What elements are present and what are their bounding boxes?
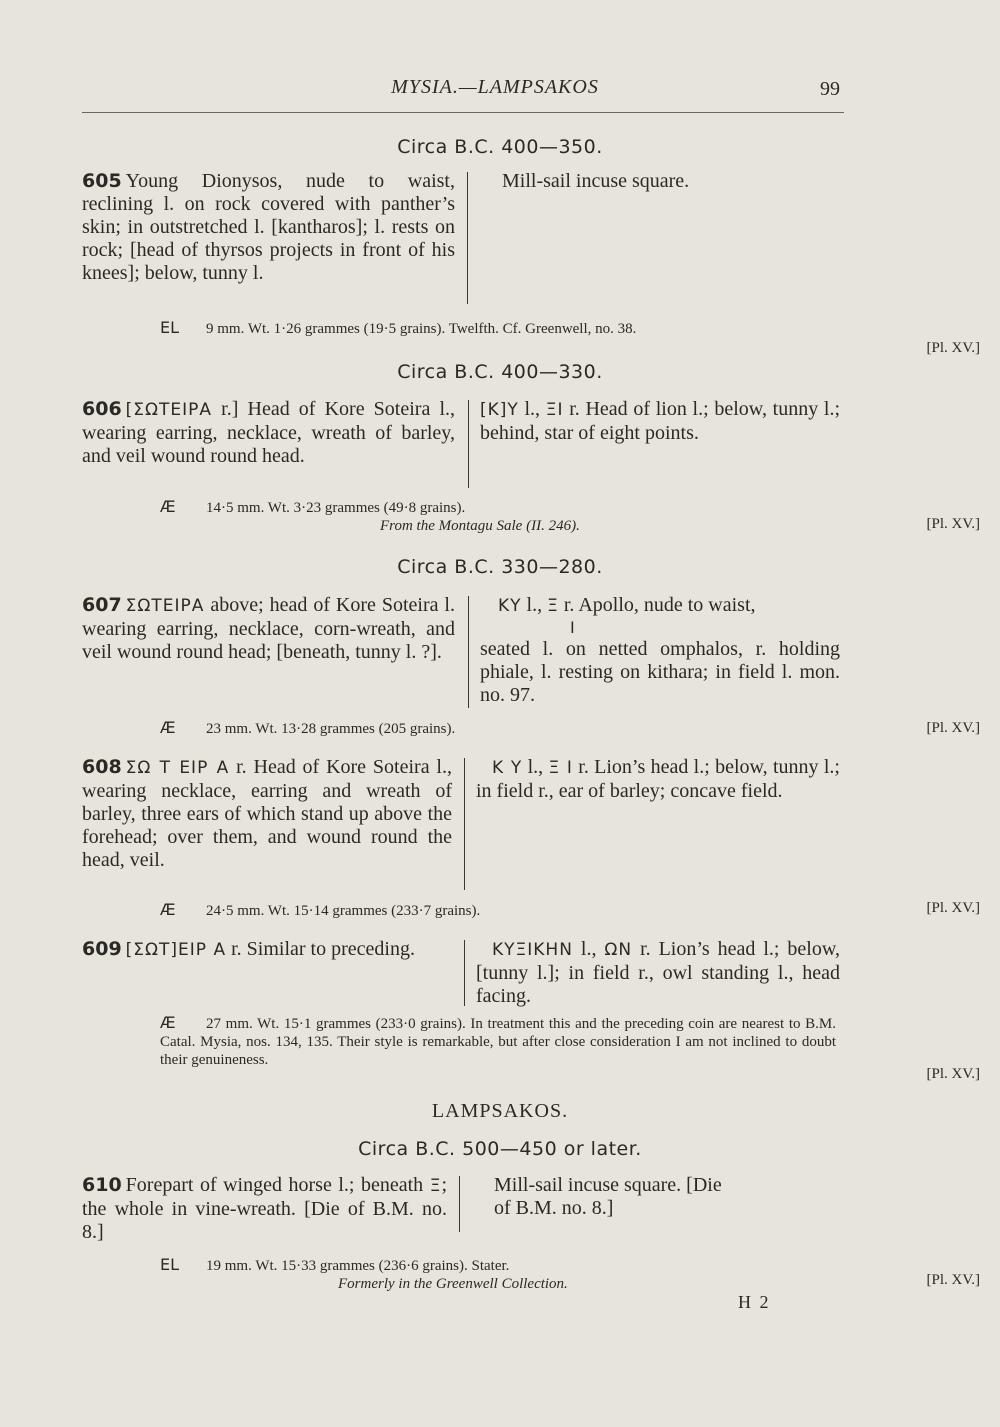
obverse-legend: [ΣΩΤ]ΕΙΡ Α [125,940,227,960]
obverse-text: r. Head of Kore Soteira l., wearing necklace, earring and wreath of barley, three ears of which stand up above the forehead; over them, and wound round the head, veil. [82,756,452,871]
obverse-text: above; head of Kore Soteira l. wearing earring, necklace, corn-wreath, and veil wound round head; [beneath, tunny l. ?]. [82,594,455,663]
column-divider [468,596,469,708]
reverse-text: r. Lion’s head l.; below, [tunny l.]; in field r., owl standing l., head facing. [476,938,840,1007]
coin-entry-607 [82,594,842,710]
reverse-description: Mill-sail incuse square. [502,170,690,192]
column-divider [464,940,465,1006]
metal-mark: Æ [160,497,176,516]
obverse-description [82,594,455,664]
reverse-text: r. Head of lion l.; below, tunny l.; behind, star of eight points. [480,398,841,444]
coin-metadata-610 [160,1256,840,1293]
column-divider [464,758,465,890]
obverse-text: ; the whole in vine-wreath. [Die of B.M. no. 8.] [82,1174,447,1243]
reverse-text: r. Apollo, nude to waist, [558,594,756,616]
metal-mark: EL [160,318,180,337]
page-number: 99 [820,78,840,100]
reverse-legend: Ξ Ι [548,758,573,778]
coin-metadata-608 [160,901,840,920]
obverse-description [82,1174,447,1244]
provenance: Formerly in the Greenwell Collection. [338,1276,568,1292]
obverse-description [82,938,455,962]
entry-number: 607 [82,594,122,616]
reverse-legend: ΞΙ [545,400,564,420]
coin-metadata-607 [160,719,840,738]
obverse-text: Forepart of winged horse l.; beneath [125,1174,430,1196]
signature-mark: H 2 [738,1292,771,1312]
header-rule [82,112,844,113]
metal-mark: Æ [160,718,176,737]
obverse-text: r. Similar to preceding. [226,938,415,960]
weight-details: 23 mm. Wt. 13·28 grammes (205 grains). [206,721,456,737]
plate-reference: [Pl. XV.] [926,720,980,736]
obverse-text: Young Dionysos, nude to waist, reclining l. on rock covered with panther’s skin; in outstretched l. [kantharos]; l. rests on rock; [head of thyrsos projects in front of his knees]; below, tunny l. [82,170,455,284]
reverse-text: l., [518,398,546,420]
weight-details: 27 mm. Wt. 15·1 grammes (233·0 grains). In treatment this and the preceding coin are nearest to B.M. Catal. Mysia, nos. 134, 135. Their style is remarkable, but after close consideration I am not inclined to doubt their genuineness. [160,1016,836,1068]
reverse-legend: ΚΥ [498,596,522,616]
weight-details: 14·5 mm. Wt. 3·23 grammes (49·8 grains). [206,500,466,516]
reverse-legend: Ξ [547,596,559,616]
reverse-text: seated l. on netted omphalos, r. holding phiale, l. resting on kithara; in field l. mon. no. 97. [480,638,840,706]
reverse-text: l., [572,938,605,960]
reverse-legend: [Κ]Υ [480,400,519,420]
monogram-mark: Ι [570,618,575,637]
plate-reference: [Pl. XV.] [926,1066,980,1082]
entry-number: 606 [82,398,122,420]
obverse-legend: [ΣΩΤΕΙΡΑ [125,400,213,420]
reverse-description: Mill-sail incuse square. [Die of B.M. no. 8.] [494,1174,722,1219]
section-title: LAMPSAKOS. [431,1100,569,1122]
reverse-description [476,938,840,1008]
column-divider [467,172,468,304]
reverse-description [480,594,840,707]
column-divider [459,1176,460,1232]
column-divider [468,400,469,488]
coin-metadata-605 [160,319,840,338]
plate-reference: [Pl. XV.] [926,1272,980,1288]
metal-mark: Æ [160,1013,176,1032]
period-heading: Circa B.C. 500—450 or later. [358,1138,642,1160]
obverse-legend: ΣΩΤΕΙΡΑ [125,596,205,616]
reverse-legend: ΚΥΞΙΚΗΝ [492,940,573,960]
coin-entry-608 [82,756,842,892]
provenance: From the Montagu Sale (II. 246). [380,518,580,534]
obverse-legend: Ξ [429,1176,442,1196]
coin-metadata-609 [160,1014,836,1069]
obverse-description [82,170,455,285]
reverse-legend: Κ Υ [492,758,523,778]
weight-details: 24·5 mm. Wt. 15·14 grammes (233·7 grains). [206,903,481,919]
weight-details: 9 mm. Wt. 1·26 grammes (19·5 grains). Twelfth. Cf. Greenwell, no. 38. [206,321,637,337]
plate-reference: [Pl. XV.] [926,516,980,532]
coin-entry-605 [82,170,842,310]
coin-entry-609 [82,938,842,1008]
coin-entry-606 [82,398,842,490]
reverse-description [480,398,840,445]
plate-reference: [Pl. XV.] [926,340,980,356]
metal-mark: Æ [160,900,176,919]
plate-reference: [Pl. XV.] [926,900,980,916]
reverse-text: l., [522,756,549,778]
reverse-description [476,756,840,803]
entry-number: 608 [82,756,122,778]
obverse-description [82,756,452,872]
reverse-text: r. Lion’s head l.; below, tunny l.; in field r., ear of barley; concave field. [476,756,840,802]
entry-number: 609 [82,938,122,960]
coin-metadata-606 [160,498,840,535]
reverse-text: l., [521,594,548,616]
metal-mark: EL [160,1255,180,1274]
entry-number: 610 [82,1174,122,1196]
entry-number: 605 [82,170,122,192]
weight-details: 19 mm. Wt. 15·33 grammes (236·6 grains). Stater. [206,1258,510,1274]
period-heading: Circa B.C. 400—330. [397,361,603,383]
period-heading: Circa B.C. 400—350. [397,136,603,158]
coin-entry-610 [82,1174,842,1246]
reverse-legend: ΩΝ [604,940,633,960]
obverse-description [82,398,455,468]
period-heading: Circa B.C. 330—280. [397,556,603,578]
obverse-text: r.] Head of Kore Soteira l., wearing earring, necklace, wreath of barley, and veil wound round head. [82,398,455,467]
running-title: MYSIA.—LAMPSAKOS [391,76,599,98]
obverse-legend: ΣΩ Τ ΕΙΡ Α [125,758,230,778]
